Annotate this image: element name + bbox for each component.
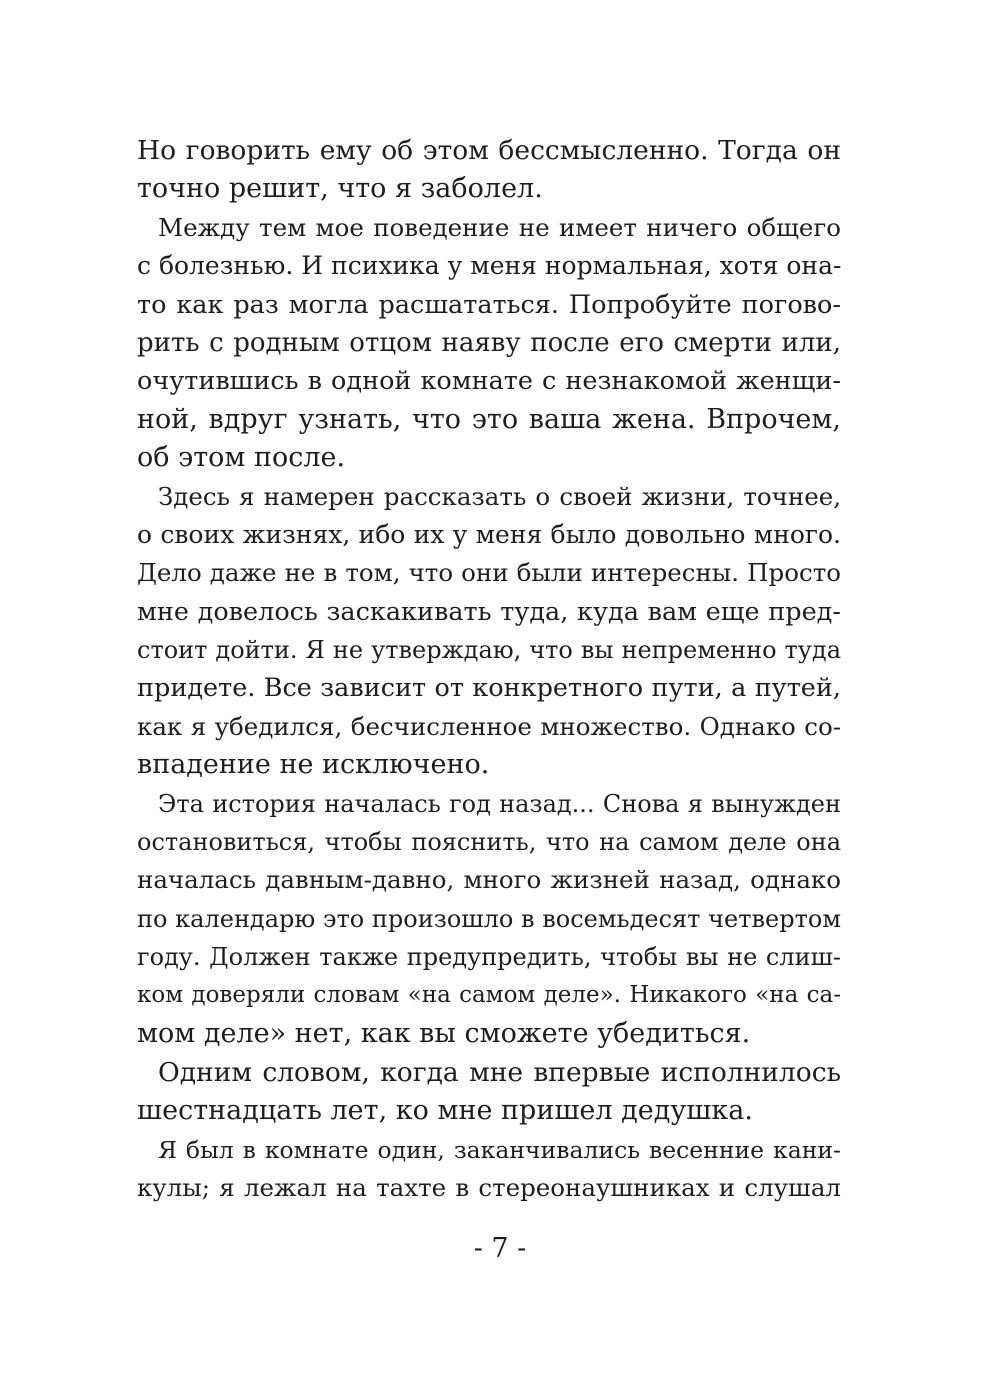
page-number: - 7 - <box>473 1233 527 1264</box>
text-line: рить с родным отцом наяву после его смерти или, <box>137 328 841 359</box>
text-line: мне довелось заскакивать туда, куда вам еще пред- <box>137 596 841 627</box>
text-line: кулы; я лежал на тахте в стереонаушниках и слушал <box>137 1172 841 1202</box>
text-line: ной, вдруг узнать, что это ваша жена. Впрочем, <box>137 403 841 435</box>
text-line: году. Должен также предупредить, чтобы вы не слиш- <box>137 943 841 972</box>
text-line: Но говорить ему об этом бессмысленно. Тогда он <box>137 135 841 166</box>
paragraph <box>137 1054 841 1131</box>
text-line: Здесь я намерен рассказать о своей жизни, точнее, <box>158 481 841 511</box>
text-line: Я был в комнате один, заканчивались весенние кани- <box>158 1135 841 1164</box>
text-line: ком доверяли словам «на самом деле». Никакого «на са- <box>137 982 841 1009</box>
text-line: точно решит, что я заболел. <box>137 173 543 205</box>
text-line: придете. Все зависит от конкретного пути, а путей, <box>137 673 841 704</box>
text-line: началась давным-давно, много жизней назад, однако <box>137 865 841 895</box>
text-line: Между тем мое поведение не имеет ничего общего <box>158 213 841 243</box>
paragraph <box>137 785 841 1053</box>
text-line: стоит дойти. Я не утверждаю, что вы непременно туда <box>137 636 841 665</box>
text-line: очутившись в одной комнате с незнакомой женщи- <box>137 366 841 397</box>
text-line: с болезнью. И психика у меня нормальная, хотя она- <box>137 251 842 281</box>
text-line: Дело даже не в том, что они были интересны. Просто <box>137 558 841 588</box>
paragraph <box>137 478 841 784</box>
text-line: остановиться, чтобы пояснить, что на самом деле она <box>137 828 841 857</box>
text-line: впадение не исключено. <box>137 748 490 780</box>
text-line: мом деле» нет, как вы сможете убедиться. <box>137 1017 751 1049</box>
text-line: Одним словом, когда мне впервые исполнилось <box>158 1056 841 1088</box>
text-line: Эта история началась год назад... Снова я вынужден <box>158 789 841 818</box>
text-line: то как раз могла расшататься. Попробуйте погово- <box>137 289 841 320</box>
paragraph <box>137 209 841 477</box>
paragraph <box>137 132 841 209</box>
text-line: шестнадцать лет, ко мне пришел дедушка. <box>137 1094 753 1126</box>
body-text <box>137 132 841 1207</box>
text-line: о своих жизнях, ибо их у меня было довольно много. <box>137 520 841 550</box>
paragraph <box>137 1131 841 1208</box>
text-line: по календарю это произошло в восемьдесят четвертом <box>137 904 841 933</box>
text-line: как я убедился, бесчисленное множество. Однако со- <box>137 711 841 741</box>
text-line: об этом после. <box>137 441 346 473</box>
